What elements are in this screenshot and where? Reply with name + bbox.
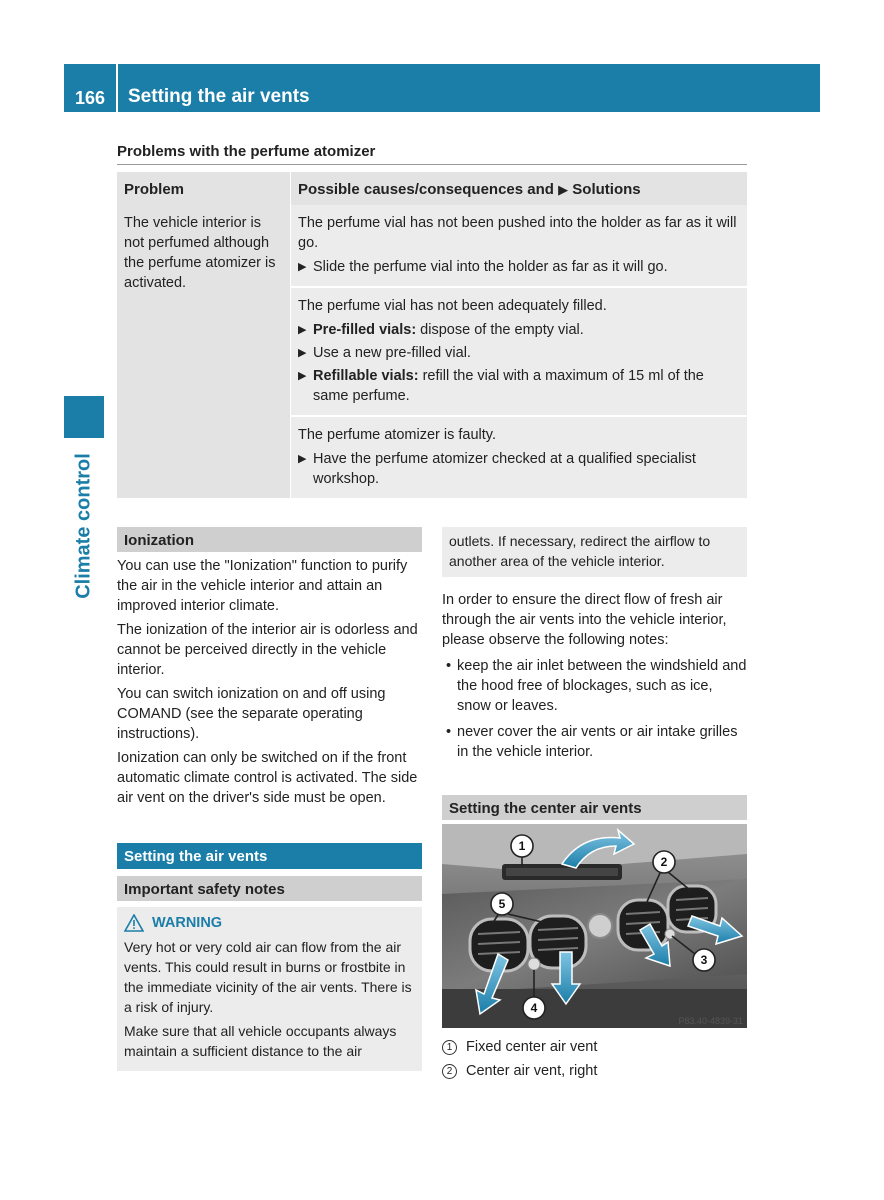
problems-table bbox=[117, 172, 747, 498]
solution-step bbox=[298, 366, 740, 406]
side-tab-label: Climate control bbox=[72, 453, 95, 599]
callout-3: 3 bbox=[700, 953, 708, 967]
arrow-right-icon: ▶ bbox=[298, 347, 307, 359]
solution-step-content bbox=[313, 320, 584, 340]
ionization-paragraph: You can switch ionization on and off using COMAND (see the separate operating instructions). bbox=[117, 686, 386, 742]
list-item bbox=[442, 656, 747, 716]
ionization-heading: Ionization bbox=[117, 527, 422, 552]
legend-item bbox=[442, 1059, 747, 1083]
table-header-problem: Problem bbox=[124, 181, 185, 198]
callout-1: 1 bbox=[518, 839, 526, 853]
solution-step-text: Use a new pre-filled vial. bbox=[313, 345, 471, 361]
warning-box bbox=[117, 907, 422, 1071]
legend-number: 1 bbox=[442, 1040, 457, 1055]
solution-step bbox=[298, 257, 740, 277]
solution-step-text: refill the vial with a maximum of 15 ml of the same perfume. bbox=[313, 368, 704, 404]
warning-paragraph: Make sure that all vehicle occupants always maintain a sufficient distance to the air bbox=[124, 1023, 397, 1059]
list-item-text: never cover the air vents or air intake grilles in the vehicle interior. bbox=[457, 724, 738, 760]
callout-2: 2 bbox=[660, 855, 668, 869]
bullet-dot-icon: • bbox=[446, 724, 452, 740]
callout-4: 4 bbox=[530, 1001, 538, 1015]
legend-item bbox=[442, 1035, 747, 1059]
legend-number: 2 bbox=[442, 1064, 457, 1079]
arrow-right-icon: ▶ bbox=[298, 324, 307, 336]
right-column bbox=[442, 527, 747, 820]
cause-text: The perfume vial has not been pushed into the holder as far as it will go. bbox=[298, 215, 737, 251]
arrow-right-icon: ▶ bbox=[298, 261, 307, 273]
solution-step-content bbox=[313, 366, 740, 406]
vents-intro-paragraph: In order to ensure the direct flow of fresh air through the air vents into the vehicle interior, please observe the following notes: bbox=[442, 592, 727, 648]
page-number: 166 bbox=[74, 88, 106, 108]
legend-text: Fixed center air vent bbox=[466, 1039, 598, 1055]
solution-step-bold: Pre-filled vials: bbox=[313, 322, 417, 338]
warning-continued-box: outlets. If necessary, redirect the airflow to another area of the vehicle interior. bbox=[442, 527, 747, 577]
solution-step bbox=[298, 449, 740, 489]
solution-step-bold: Refillable vials: bbox=[313, 368, 419, 384]
photo-code: P83.40-4839-31 bbox=[678, 1016, 743, 1026]
page-header bbox=[64, 64, 820, 112]
warning-title-text: WARNING bbox=[152, 915, 223, 931]
header-divider bbox=[116, 64, 118, 112]
air-vents-heading: Setting the air vents bbox=[117, 843, 422, 869]
cause-cell-2 bbox=[291, 288, 747, 417]
cause-cell-3 bbox=[291, 417, 747, 498]
table-header-solutions-label: Solutions bbox=[572, 181, 641, 198]
solution-step-text: Slide the perfume vial into the holder as far as it will go. bbox=[313, 259, 668, 275]
left-column bbox=[117, 527, 422, 1071]
solution-step-text: dispose of the empty vial. bbox=[416, 322, 584, 338]
warning-title bbox=[124, 913, 415, 933]
ionization-paragraph: The ionization of the interior air is odorless and cannot be perceived directly in the vehicle interior. bbox=[117, 622, 418, 678]
bullet-dot-icon: • bbox=[446, 658, 452, 674]
arrow-right-icon: ▶ bbox=[298, 453, 307, 465]
cause-text: The perfume atomizer is faulty. bbox=[298, 427, 496, 443]
solution-step-text: Have the perfume atomizer checked at a qualified specialist workshop. bbox=[313, 451, 696, 487]
cause-cell-1 bbox=[291, 205, 747, 288]
cause-text: The perfume vial has not been adequately filled. bbox=[298, 298, 607, 314]
center-air-vents-illustration bbox=[442, 824, 747, 1028]
solution-step bbox=[298, 320, 740, 340]
arrow-right-icon: ▶ bbox=[558, 182, 569, 197]
warning-triangle-icon bbox=[124, 914, 144, 932]
list-item-text: keep the air inlet between the windshield and the hood free of blockages, such as ice, snow or leaves. bbox=[457, 658, 747, 714]
problems-section-title: Problems with the perfume atomizer bbox=[117, 143, 747, 165]
side-tab-marker bbox=[64, 396, 104, 438]
table-header-causes bbox=[290, 172, 747, 205]
solution-step bbox=[298, 343, 740, 363]
ionization-paragraph: Ionization can only be switched on if the front automatic climate control is activated. The side air vent on the driver's side must be open. bbox=[117, 750, 418, 806]
legend-text: Center air vent, right bbox=[466, 1063, 598, 1079]
center-air-vents-photo bbox=[442, 824, 747, 1028]
callout-5: 5 bbox=[498, 897, 506, 911]
warning-paragraph: Very hot or very cold air can flow from the air vents. This could result in burns or frostbite in the immediate vicinity of the air vents. There is a risk of injury. bbox=[124, 939, 412, 1015]
safety-notes-heading: Important safety notes bbox=[117, 876, 422, 901]
table-header-row bbox=[117, 172, 747, 205]
page-title: Setting the air vents bbox=[128, 86, 310, 107]
center-vents-heading: Setting the center air vents bbox=[442, 795, 747, 820]
causes-column bbox=[290, 205, 747, 498]
table-row bbox=[117, 205, 747, 498]
list-item bbox=[442, 722, 747, 762]
photo-legend bbox=[442, 1035, 747, 1083]
table-header-causes-label: Possible causes/consequences and bbox=[298, 181, 554, 198]
arrow-right-icon: ▶ bbox=[298, 370, 307, 382]
problem-cell: The vehicle interior is not perfumed although the perfume atomizer is activated. bbox=[117, 205, 290, 498]
ionization-paragraph: You can use the "Ionization" function to purify the air in the vehicle interior and attain an improved interior climate. bbox=[117, 558, 408, 614]
